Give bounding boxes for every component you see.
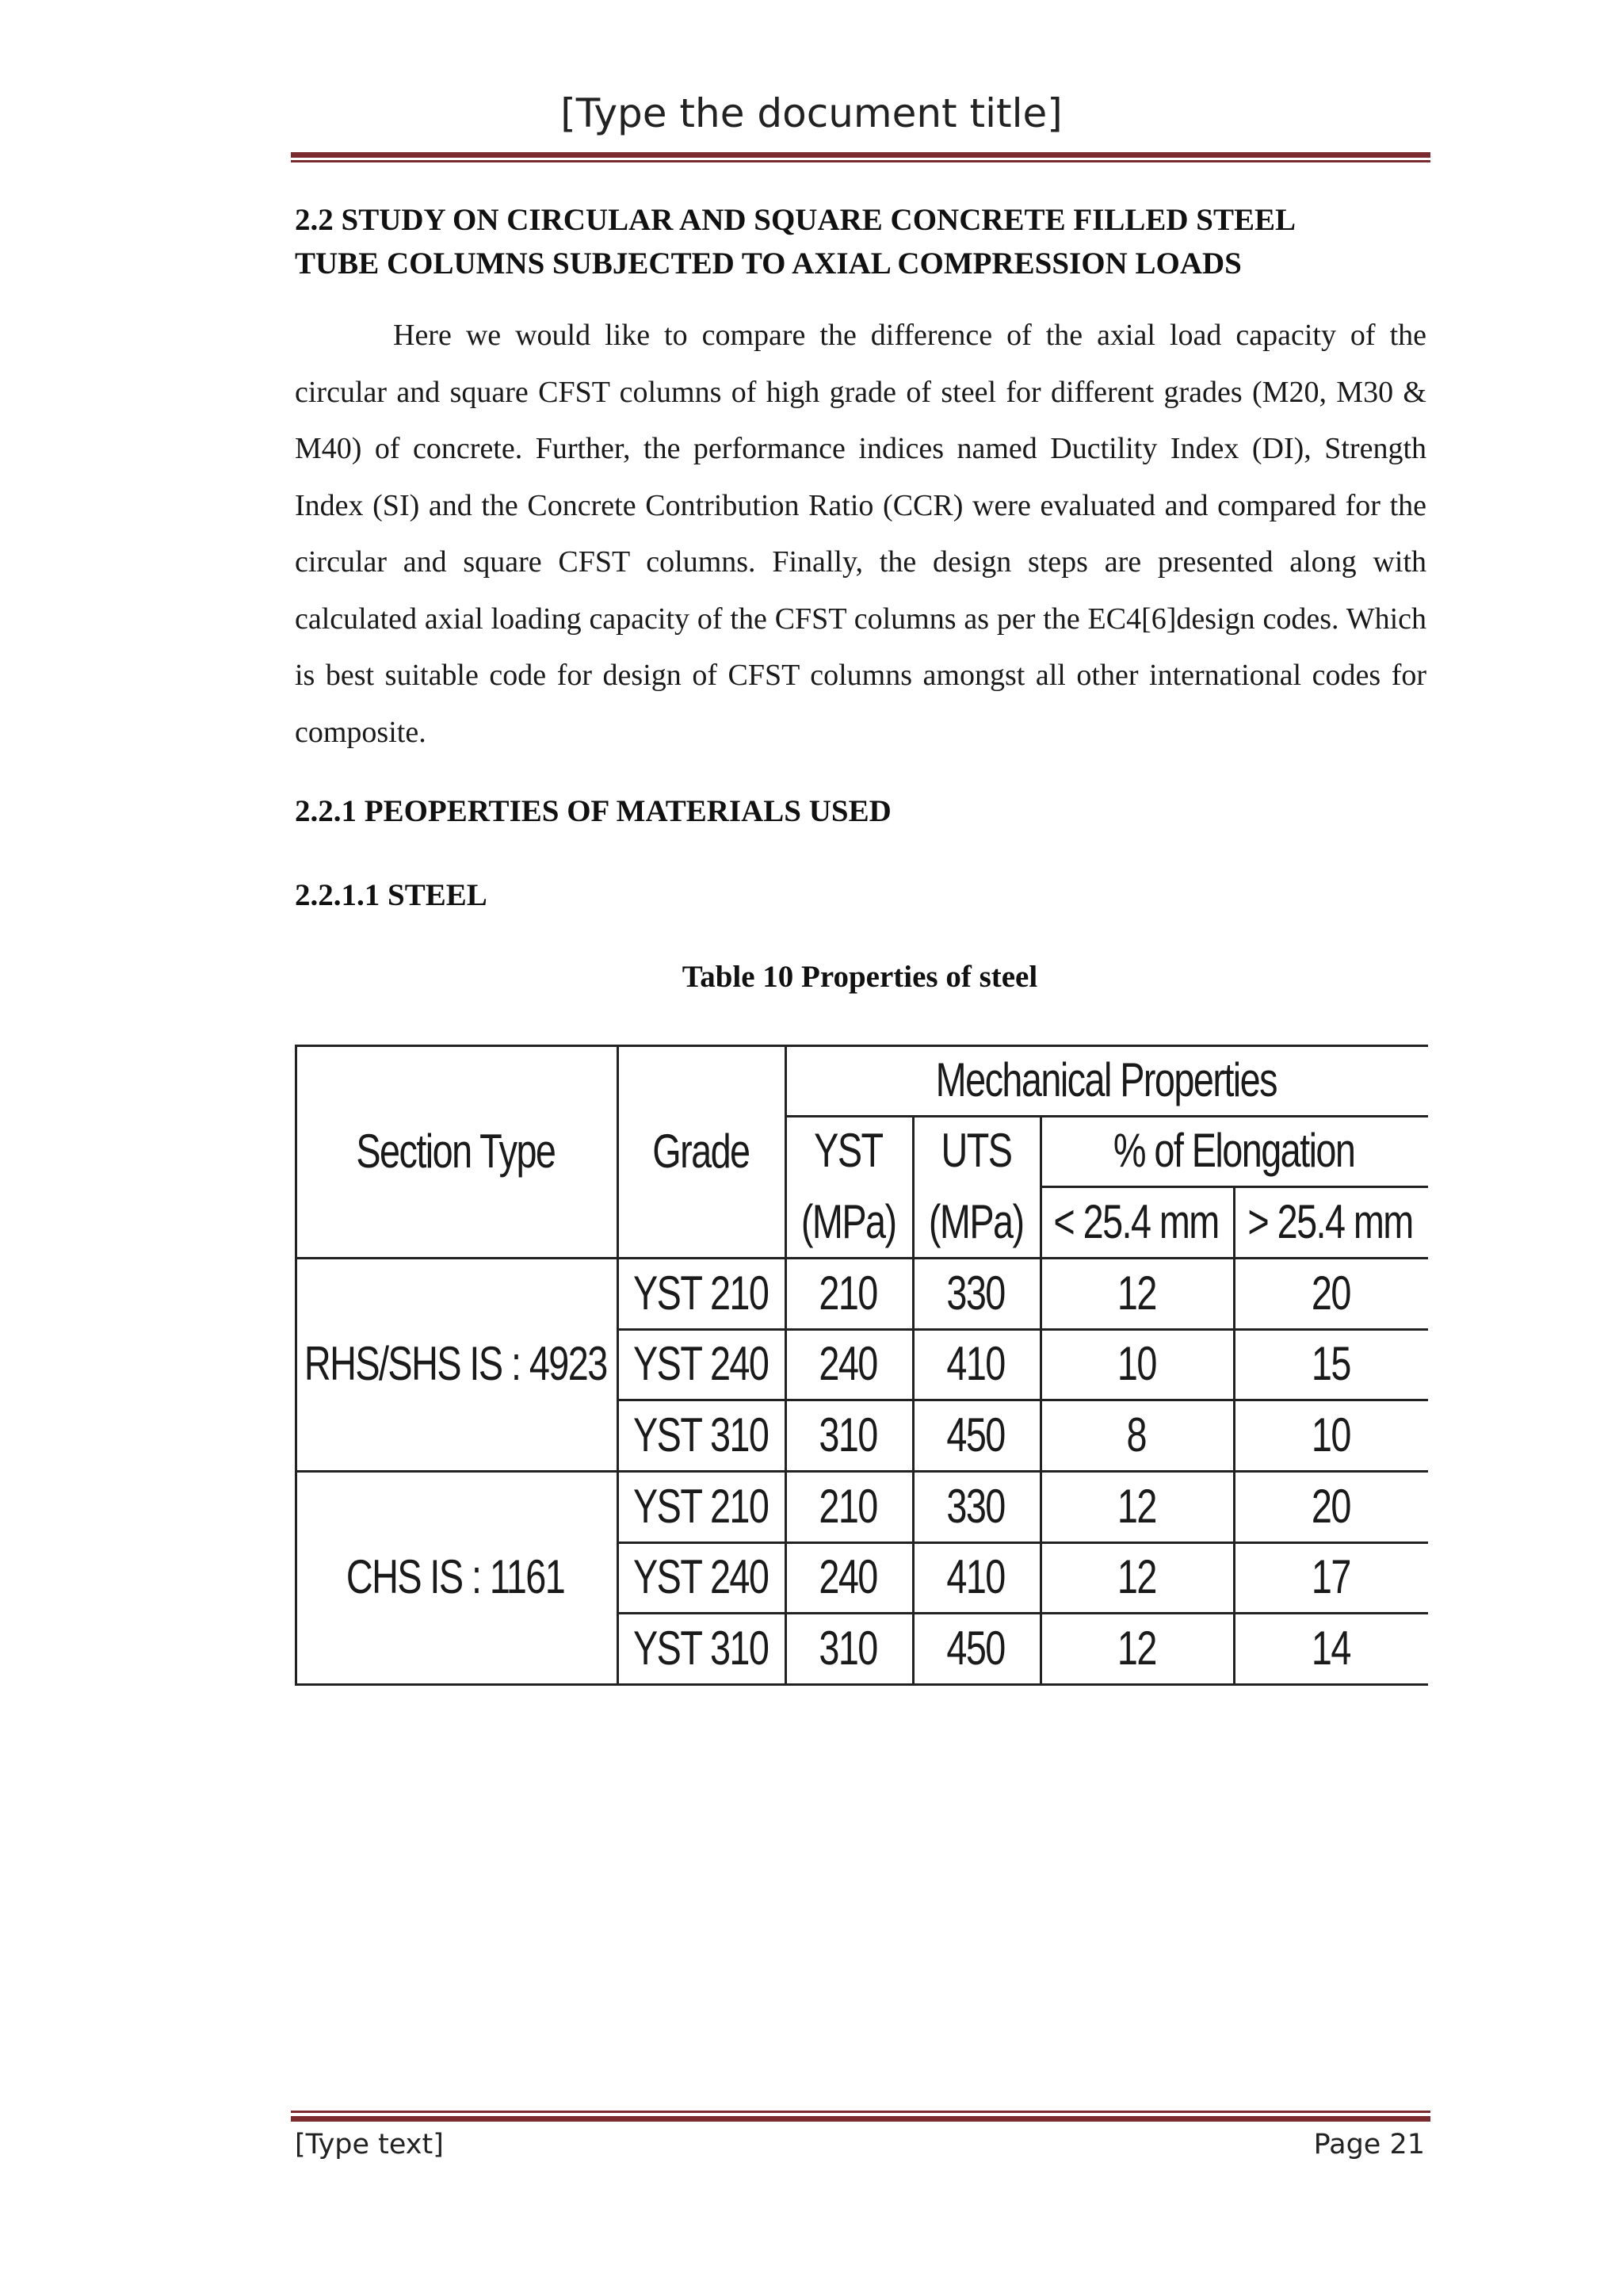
- header-lt-25mm: < 25.4 mm: [1053, 1194, 1220, 1248]
- header-gt-25mm: > 25.4 mm: [1247, 1194, 1414, 1248]
- grade-cell: YST 310: [632, 1621, 769, 1675]
- elong-gt-cell: 15: [1311, 1337, 1350, 1390]
- section-type-cell: RHS/SHS IS : 4923: [304, 1337, 607, 1390]
- elong-lt-cell: 10: [1117, 1337, 1156, 1390]
- page-number: Page 21: [1313, 2129, 1425, 2160]
- elong-gt-cell: 20: [1311, 1479, 1350, 1533]
- elong-lt-cell: 12: [1117, 1621, 1156, 1675]
- grade-cell: YST 210: [632, 1266, 769, 1320]
- table-border-bottom: [295, 1683, 1428, 1686]
- footer-rule: [291, 2116, 1430, 2122]
- uts-cell: 330: [946, 1479, 1006, 1533]
- header-mechanical-properties: Mechanical Properties: [935, 1053, 1277, 1106]
- header-yst: YST: [814, 1124, 883, 1177]
- elong-gt-cell: 10: [1311, 1408, 1350, 1461]
- body-paragraph: Here we would like to compare the difference of the axial load capacity of the circular and square CFST columns of high grade of steel for different grades (M20, M30 & M40) of concrete. Further, the performance indices named Ductility Index (DI), Strength Index (SI) and the Concrete Contribution Ratio (CCR) were evaluated and compared for the circular and square CFST columns. Finally, the design steps are presented along with calculated axial loading capacity of the CFST columns as per the EC4[6]design codes. Which is best suitable code for design of CFST columns amongst all other international codes for composite.: [295, 319, 1426, 749]
- section-heading-line1: 2.2 STUDY ON CIRCULAR AND SQUARE CONCRETE FILLED STEEL: [295, 203, 1296, 237]
- header-uts-unit: (MPa): [928, 1194, 1024, 1248]
- elong-gt-cell: 14: [1311, 1621, 1350, 1675]
- elong-gt-cell: 17: [1311, 1550, 1350, 1603]
- grade-cell: YST 240: [632, 1337, 769, 1390]
- uts-cell: 410: [946, 1337, 1006, 1390]
- uts-cell: 330: [946, 1266, 1006, 1320]
- subsection-heading: 2.2.1 PEOPERTIES OF MATERIALS USED: [295, 794, 892, 828]
- uts-cell: 450: [946, 1621, 1006, 1675]
- yst-cell: 310: [819, 1408, 878, 1461]
- header-uts: UTS: [941, 1124, 1011, 1177]
- section-heading-line2: TUBE COLUMNS SUBJECTED TO AXIAL COMPRESSION LOADS: [295, 246, 1242, 281]
- yst-cell: 240: [819, 1550, 878, 1603]
- elong-lt-cell: 12: [1117, 1550, 1156, 1603]
- subsubsection-heading: 2.2.1.1 STEEL: [295, 878, 487, 912]
- grade-cell: YST 310: [632, 1408, 769, 1461]
- section-type-cell: CHS IS : 1161: [346, 1550, 565, 1603]
- grade-cell: YST 240: [632, 1550, 769, 1603]
- header-grade: Grade: [651, 1124, 750, 1178]
- elong-lt-cell: 12: [1117, 1266, 1156, 1320]
- header-title: [Type the document title]: [560, 90, 1063, 136]
- header-yst-unit: (MPa): [800, 1194, 896, 1248]
- elong-lt-cell: 12: [1117, 1479, 1156, 1533]
- grade-cell: YST 210: [632, 1479, 769, 1533]
- header-elongation: % of Elongation: [1113, 1124, 1355, 1177]
- elong-lt-cell: 8: [1126, 1408, 1147, 1461]
- footer-left-text: [Type text]: [295, 2129, 444, 2160]
- yst-cell: 210: [819, 1266, 878, 1320]
- yst-cell: 240: [819, 1337, 878, 1390]
- uts-cell: 410: [946, 1550, 1006, 1603]
- elong-gt-cell: 20: [1311, 1266, 1350, 1320]
- table-caption: Table 10 Properties of steel: [682, 960, 1038, 994]
- header-section-type: Section Type: [356, 1124, 556, 1178]
- yst-cell: 310: [819, 1621, 878, 1675]
- footer-rule-thin: [291, 2111, 1430, 2113]
- uts-cell: 450: [946, 1408, 1006, 1461]
- yst-cell: 210: [819, 1479, 878, 1533]
